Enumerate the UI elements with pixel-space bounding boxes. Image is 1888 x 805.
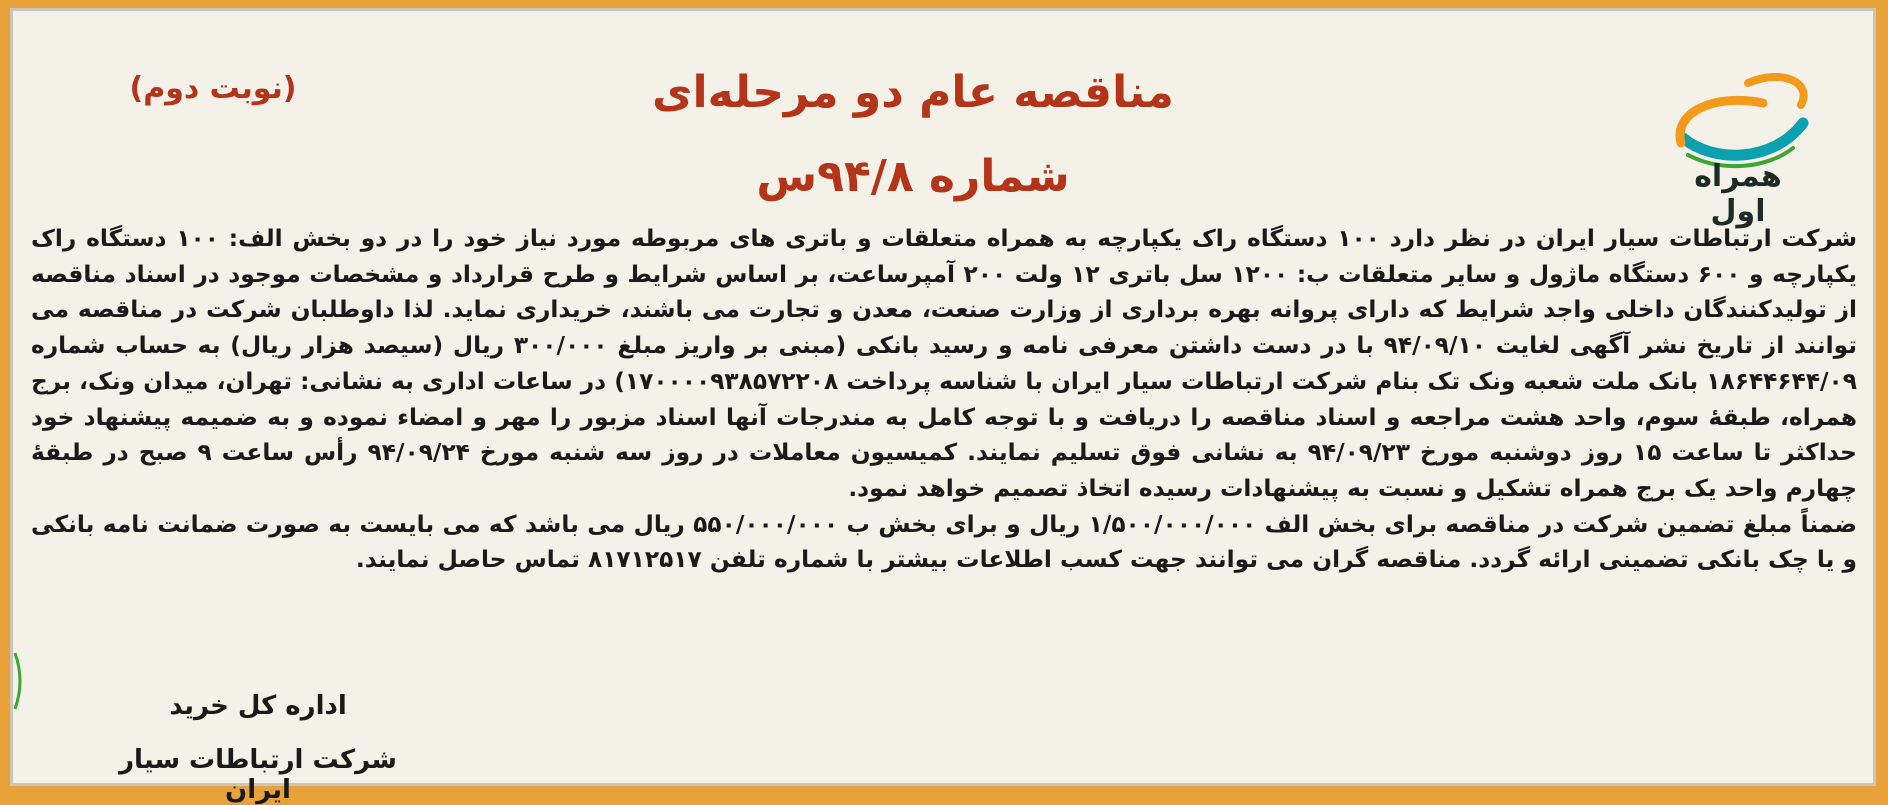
notice-title: مناقصه عام دو مرحله‌ای	[652, 67, 1174, 118]
green-margin-mark	[13, 651, 27, 711]
publication-round: (نوبت دوم)	[129, 71, 297, 106]
tender-number: شماره ۹۴/۸س	[756, 151, 1070, 202]
signature-company: شرکت ارتباطات سیار ایران	[119, 745, 397, 805]
notice-paragraph-guarantee: ضمناً مبلغ تضمین شرکت در مناقصه برای بخش الف ۱/۵۰۰/۰۰۰/۰۰۰ ریال و برای بخش ب ۵۵۰/۰۰۰/۰۰۰ ریال می باشد که می بایست به صورت ضمانت نامه بانکی و یا چک بانکی تضمینی ارائه گردد. مناقصه گران می توانند جهت کسب اطلاعات بیشتر با شماره تلفن ۸۱۷۱۲۵۱۷ تماس حاصل نمایند.	[31, 510, 1857, 574]
notice-paragraph-main: شرکت ارتباطات سیار ایران در نظر دارد ۱۰۰ دستگاه راک یکپارچه به همراه متعلقات و باتری های مربوطه مورد نیاز خود را در دو بخش الف: ۱۰۰ دستگاه راک یکپارچه و ۶۰۰ دستگاه ماژول و سایر متعلقات ب: ۱۲۰۰ سل باتری ۱۲ ولت ۲۰۰ آمپرساعت، بر اساس شرایط و طرح قرارداد و مشخصات موجود در اسناد مناقصه از تولیدکنندگان داخلی واجد شرایط که دارای پروانه بهره برداری از وزارت صنعت، معدن و تجارت می باشند، خریداری نماید. لذا داوطلبان شرکت در مناقصه می توانند از تاریخ نشر آگهی لغایت ۹۴/۰۹/۱۰ با در دست داشتن معرفی نامه و رسید بانکی (مبنی بر واریز مبلغ ۳۰۰/۰۰۰ ریال (سیصد هزار ریال) به حساب شماره ۱۸۶۴۴۶۴۴/۰۹ بانک ملت شعبه ونک تک بنام شرکت ارتباطات سیار ایران با شناسه پرداخت ۱۷۰۰۰۰۹۳۸۵۷۲۲۰۸) در ساعات اداری به نشانی: تهران، میدان ونک، برج همراه، طبقهٔ سوم، واحد هشت مراجعه و اسناد مناقصه را دریافت و با توجه کامل به مندرجات آنها اسناد مزبور را مهر و امضاء نموده و به ضمیمه پیشنهاد خود حداکثر تا ساعت ۱۵ روز دوشنبه مورخ ۹۴/۰۹/۲۳ به نشانی فوق تسلیم نمایند. کمیسیون معاملات در روز سه شنبه مورخ ۹۴/۰۹/۲۴ رأس ساعت ۹ صبح در طبقهٔ چهارم واحد یک برج همراه تشکیل و نسبت به پیشنهادات رسیده اتخاذ تصمیم خواهد نمود.	[31, 225, 1858, 502]
notice-body	[31, 221, 1857, 578]
logo-wordmark: همراه اول	[1694, 159, 1782, 229]
signature-department: اداره کل خرید	[169, 691, 347, 721]
tender-notice	[10, 8, 1876, 805]
